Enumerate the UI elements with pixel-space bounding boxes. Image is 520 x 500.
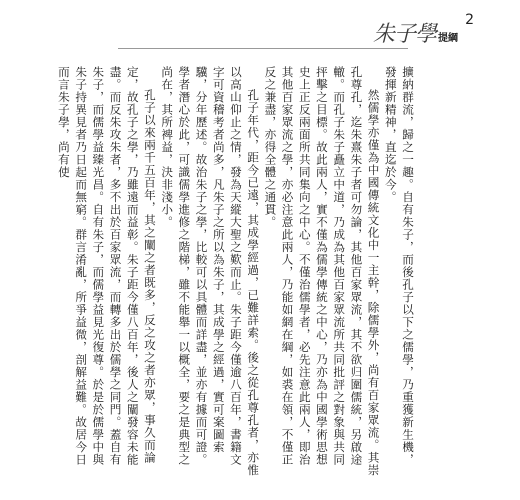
page-number: 2 <box>465 12 474 28</box>
book-subtitle: 提綱 <box>438 33 458 44</box>
paragraph: 然儒學亦僅為中國傳統文化中一主幹，除儒學外，尚有百家眾流。其崇孔尊孔，迄朱熹朱子者可勿論，其他百家眾流，其不欲归圍儒統，另啟途轍。而孔子朱子矗立中道，乃成為其他百家眾流所共同批評之對象與共同抨擊之目標。故此兩人，實不僅為儒學傳統之中心，乃亦為中國學術思想史上正反兩面所共同集向之中心。不僅治儒學者，必先注意此兩人，即治其他百家眾流之學，亦必注意此兩人，乃能如網在綱，如裘在領，不僅正反之兼盡，亦得全體之通貫。 <box>263 66 381 477</box>
book-logo: 朱子學 <box>372 22 436 47</box>
header-divider <box>118 48 408 49</box>
book-brand <box>373 24 458 46</box>
paragraph: 孔子以來兩千五百年，其之闡之者既多，反之攻之者亦眾，事久而論定，故孔子之學，乃雖遠而益彰。朱子距今僅八百年，後人之闡發容未能盡。而反朱攻朱者，多不出於百家眾流，而轉多出於儒學之同門。蓋自有朱子，而儒學益臻光昌。自有朱子，而儒學益見光復尊。於是於儒學中與朱子持異見者乃日起而無窮。群言淆亂，所爭益微，剖解益難。故居今日而言朱子學，尚有使 <box>56 66 157 466</box>
paragraph: 孔子年代，距今已遠，其成學經過，已難詳索。後之從孔尊孔者，亦惟以高山仰止之情，發為天縱大聖之歎而止。朱子距今僅逾八百年，書籍文字可資稽考者尚多，凡朱子之所以為朱子，其成學之經過，實可案圖索驥，分年歷述。故治朱子之學，比較可以具體而詳盡，並亦有據而可證。學者潛心於此，可識儒學進修之階梯，雖不能舉一以概全，要之是典型之尚在，其所裨益，決非淺小。 <box>160 66 261 477</box>
body-text <box>56 66 416 478</box>
running-header <box>373 8 458 46</box>
paragraph: 擴納群流，歸之一趣。自有朱子，而後孔子以下之儒學，乃重獲新生機，發揮新精神，直迄於今。 <box>383 66 415 466</box>
